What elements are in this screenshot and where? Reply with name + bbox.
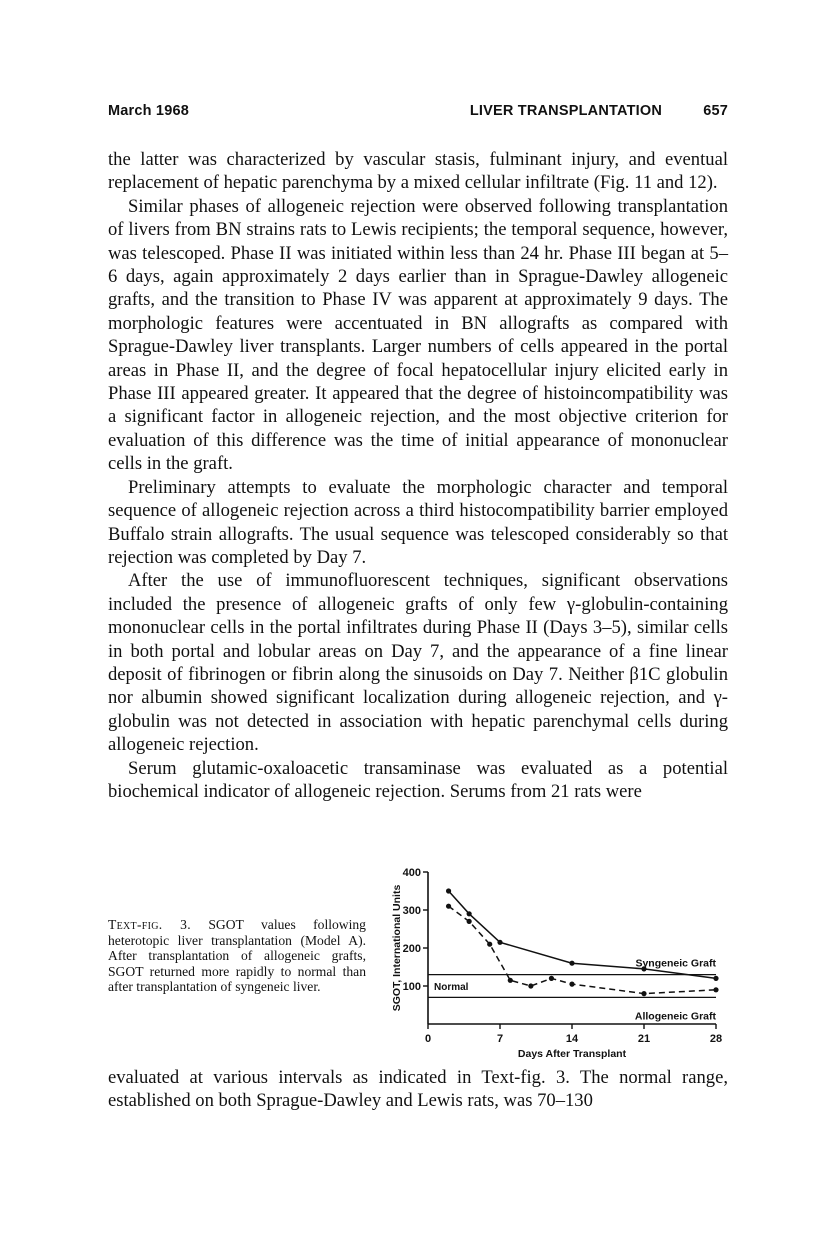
y-axis-label: SGOT, International Units (391, 884, 403, 1012)
paragraph: Similar phases of allogeneic rejection were observed following transplantation of livers from BN strains rats to Lewis recipients; the temporal sequence, however, was telescoped. Phase II was initiated within less than 24 hr. Phase III began at 5–6 days, again approximately 2 days earlier than in Sprague-Dawley allogeneic grafts, and the transition to Phase IV was apparent at approximately 9 days. The morphologic features were accentuated in BN allografts as compared with Sprague-Dawley liver transplants. Larger numbers of cells appeared in the portal areas in Phase II, and the degree of focal hepatocellular injury elicited early in Phase III appeared greater. It appeared that the degree of histoincompatibility was a significant factor in allogeneic rejection, and the most objective criterion for evaluation of this difference was the time of initial appearance of mononuclear cells in the graft. (108, 195, 728, 475)
y-tick-label: 100 (402, 981, 421, 993)
data-point (569, 961, 574, 966)
paragraph: the latter was characterized by vascular stasis, fulminant injury, and eventual replacement of hepatic parenchyma by a mixed cellular infiltrate (Fig. 11 and 12). (108, 149, 728, 194)
normal-label: Normal (434, 982, 469, 993)
data-point (446, 888, 451, 893)
paragraph: After the use of immunofluorescent techniques, significant observations included the presence of allogeneic grafts of only few γ-globulin-containing mononuclear cells in the portal infiltrates during Phase II (Days 3–5), similar cells in both portal and lobular areas on Day 7, and the appearance of a fine linear deposit of fibrinogen or fibrin along the sinusoids on Day 7. Neither β1C globulin nor albumin showed significant localization during allogeneic rejection, and γ-globulin was not detected in association with hepatic parenchymal cells during allogeneic rejection. (108, 570, 728, 756)
x-axis-label: Days After Transplant (517, 1048, 627, 1060)
x-tick-label: 7 (496, 1033, 504, 1045)
data-point (467, 919, 472, 924)
continued-text (108, 1066, 728, 1113)
data-point (713, 976, 718, 981)
body-text (108, 148, 728, 803)
series-label-syngeneic: Syngeneic Graft (635, 957, 716, 970)
data-point (528, 983, 533, 988)
data-point (641, 991, 646, 996)
figure-caption (108, 917, 366, 995)
y-tick-label: 300 (402, 905, 421, 917)
x-tick-label: 28 (709, 1033, 723, 1045)
header-title: LIVER TRANSPLANTATION (469, 103, 662, 119)
data-point (497, 940, 502, 945)
data-point (549, 976, 554, 981)
x-tick-label: 0 (424, 1033, 432, 1045)
header-date: March 1968 (108, 103, 189, 119)
paragraph: Serum glutamic-oxaloacetic transaminase was evaluated as a potential biochemical indicator of allogeneic rejection. Serums from 21 rats were (108, 757, 728, 802)
caption-text: SGOT values following heterotopic liver transplantation (Model A). After transplantation of allogeneic grafts, SGOT returned more rapidly to normal than after transplantation of syngeneic liver. (108, 917, 366, 995)
data-point (487, 942, 492, 947)
chart-svg (380, 860, 740, 1060)
paragraph: evaluated at various intervals as indicated in Text-fig. 3. The normal range, established on both Sprague-Dawley and Lewis rats, was 70–130 (108, 1067, 728, 1112)
data-point (446, 904, 451, 909)
page-number: 657 (703, 103, 728, 119)
x-tick-label: 21 (637, 1033, 651, 1045)
y-tick-label: 200 (402, 943, 421, 955)
data-point (569, 982, 574, 987)
paragraph: Preliminary attempts to evaluate the morphologic character and temporal sequence of allogeneic rejection across a third histocompatibility barrier employed Buffalo strain allografts. The usual sequence was telescoped considerably so that rejection was completed by Day 7. (108, 476, 728, 568)
data-point (713, 987, 718, 992)
x-tick-label: 14 (565, 1033, 579, 1045)
running-header (108, 103, 728, 127)
y-tick-label: 400 (402, 867, 421, 879)
series-label-allogeneic: Allogeneic Graft (634, 1010, 716, 1023)
sgot-chart (380, 860, 740, 1060)
series-line-allogeneic (449, 906, 716, 993)
data-point (508, 978, 513, 983)
caption-label: Text-fig. 3. (108, 917, 191, 932)
data-point (467, 911, 472, 916)
